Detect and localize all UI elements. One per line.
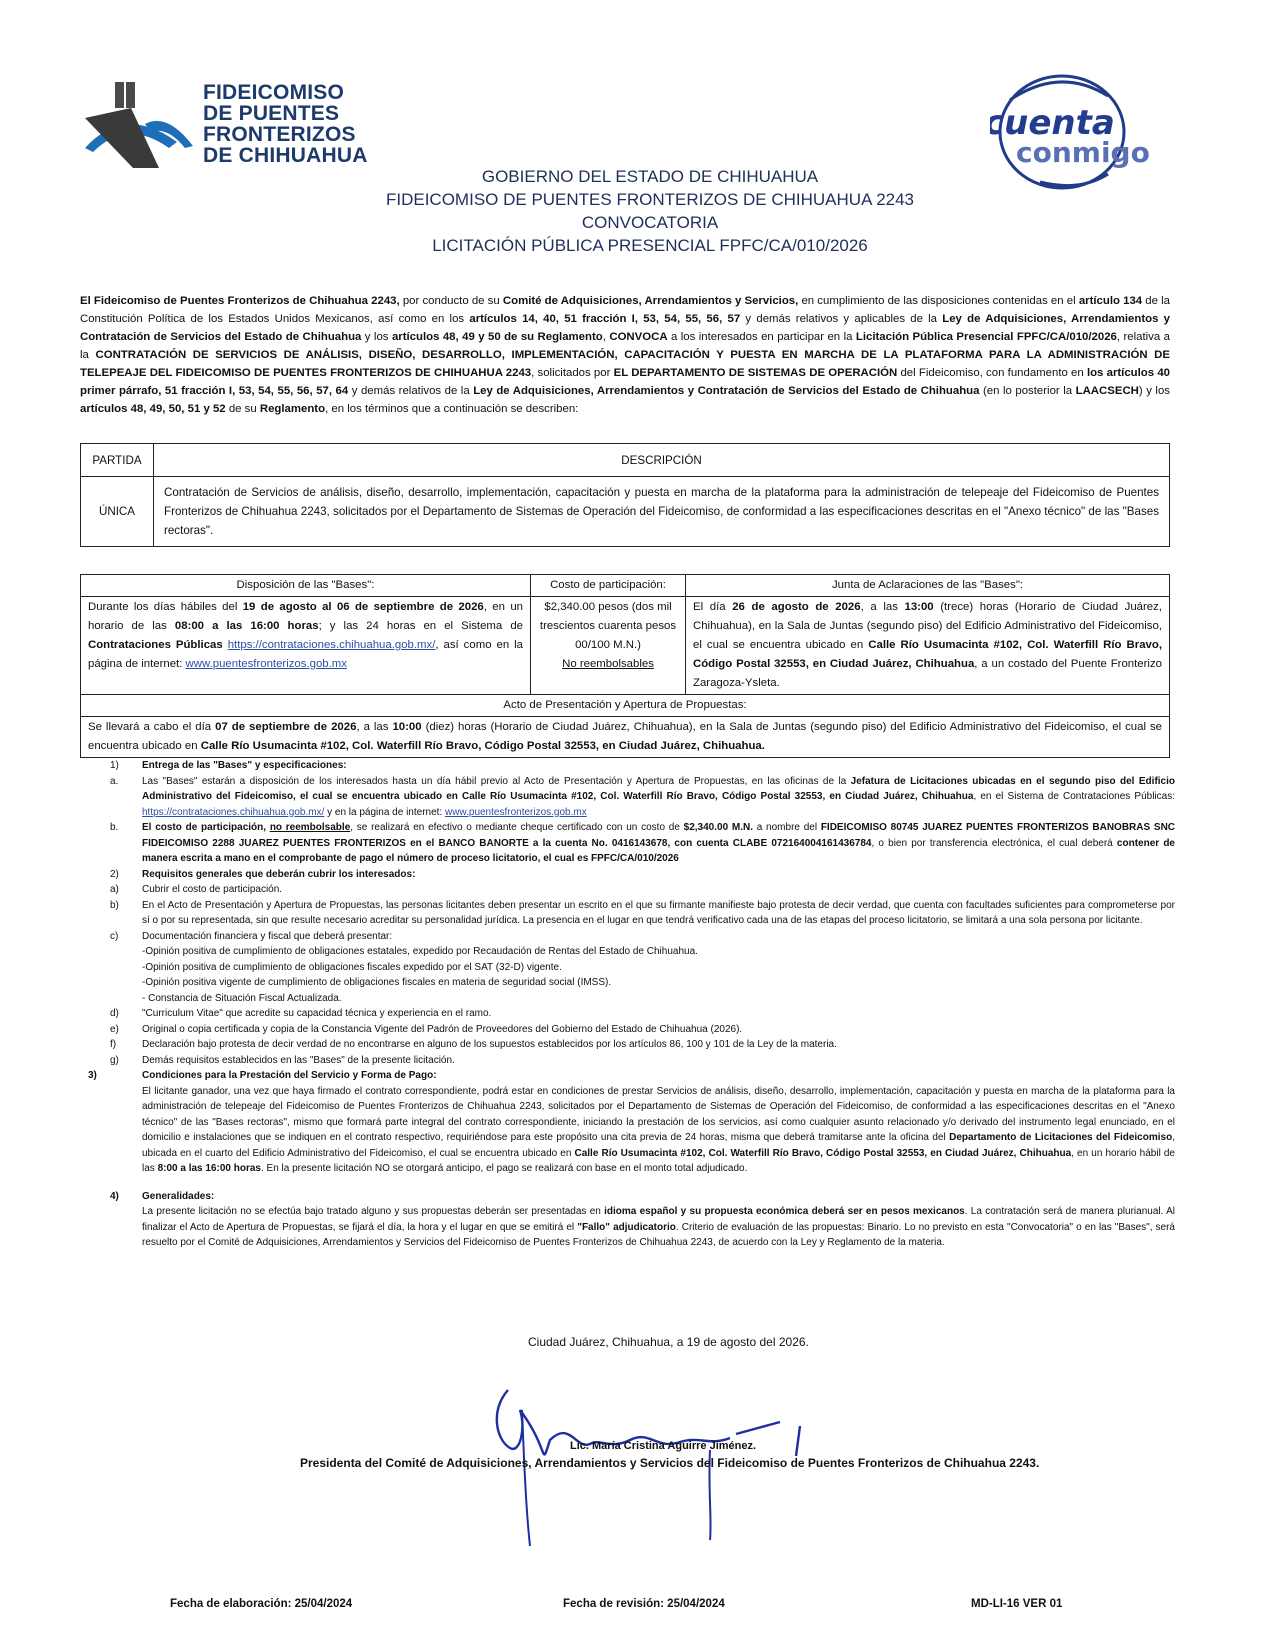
- list-item: [110, 1189, 1175, 1205]
- descripcion-header: DESCRIPCIÓN: [154, 444, 1170, 477]
- cell-text: Durante los días hábiles del: [88, 601, 243, 613]
- cell-text: Se llevará a cabo el día: [88, 721, 216, 733]
- text: Calle Río Usumacinta #102, Col. Waterfill Río Bravo, Código Postal 32553, en Ciudad Juárez, Chihuahua: [574, 1147, 1072, 1159]
- text: -Opinión positiva de cumplimiento de obligaciones estatales, expedido por Recaudación de Rentas del Estado de Chihuahua.: [142, 946, 698, 957]
- list-item: [110, 898, 1175, 929]
- text: Departamento de Licitaciones del Fideicomiso: [949, 1132, 1173, 1143]
- costo-cell: [531, 597, 686, 695]
- intro-seg: El Fideicomiso de Puentes Fronterizos de Chihuahua 2243,: [80, 295, 400, 307]
- text: a nombre del: [753, 822, 821, 833]
- cell-text: , así como en la página de internet:: [88, 639, 523, 670]
- intro-seg: de la Constitución Política de los Estados Unidos Mexicanos, así como en los: [80, 295, 1170, 325]
- partida-row: [81, 477, 1170, 547]
- no-reembolsables: No reembolsables: [562, 658, 654, 670]
- cell-text: Contrataciones Públicas: [88, 639, 223, 651]
- text: El licitante ganador, una vez que haya firmado el contrato correspondiente,: [142, 1085, 483, 1097]
- puentes-website-link[interactable]: www.puentesfronterizos.gob.mx: [444, 806, 587, 818]
- list-text: [142, 774, 1175, 821]
- logo-line-3: FRONTERIZOS: [203, 123, 356, 146]
- partida-table: [80, 443, 1170, 547]
- bases-table: [80, 574, 1170, 758]
- list-item: [110, 774, 1175, 821]
- acto-header: Acto de Presentación y Apertura de Propuestas:: [81, 695, 1170, 717]
- list-item: [88, 1068, 1175, 1084]
- text: y en la página de internet:: [324, 806, 445, 818]
- list-item: [110, 820, 1175, 867]
- intro-seg: artículos 48, 49, 50, 51 y 52: [80, 403, 226, 415]
- cell-text: 10:00: [392, 721, 422, 733]
- list-number: 1): [110, 760, 119, 771]
- intro-seg: y demás relativos de la: [348, 385, 474, 397]
- costo-amount: $2,340.00 pesos (dos mil trescientos cuarenta pesos 00/100 M.N.): [539, 601, 677, 651]
- list-number: d): [110, 1008, 119, 1019]
- list-item: [110, 758, 1175, 774]
- list-number: c): [110, 930, 119, 942]
- text: -Opinión positiva vigente de cumplimiento de obligaciones fiscales en materia de seguridad social (IMSS).: [142, 977, 612, 988]
- heading-convocatoria: CONVOCATORIA: [581, 213, 719, 232]
- intro-seg: Ley de Adquisiciones, Arrendamientos y Contratación de Servicios del Estado de Chihuahua: [473, 385, 980, 397]
- intro-seg: Reglamento: [259, 403, 326, 415]
- cell-text: , en un horario de las: [88, 601, 523, 632]
- intro-seg: Comité de Adquisiciones, Arrendamientos y Servicios,: [502, 295, 799, 307]
- text: idioma español y su propuesta económica deberá ser en pesos mexicanos: [604, 1206, 965, 1217]
- intro-seg: Ley de Adquisiciones, Arrendamientos y Contratación de Servicios del Estado de Chihuahua: [80, 313, 1170, 343]
- footer-revision: Fecha de revisión: 25/04/2024: [563, 1598, 725, 1610]
- descripcion-value: Contratación de Servicios de análisis, diseño, desarrollo, implementación, capacitación y puesta en marcha de la plataforma para la administración de telepeaje del Fideicomiso de Puentes Fronterizos de Chihuahua 2243, solicitados por el Departamento de Sistemas de Operación del Fideicomiso, de conformidad a las especificaciones descritas en el "Anexo técnico" de las "Bases rectoras".: [154, 477, 1170, 547]
- partida-header-row: [81, 444, 1170, 477]
- list-heading: Entrega de las "Bases" y especificaciones:: [142, 760, 347, 771]
- partida-value: ÚNICA: [81, 477, 154, 547]
- list-number: b.: [110, 822, 119, 833]
- cell-text: 13:00: [904, 601, 934, 613]
- junta-cell: [686, 597, 1170, 695]
- intro-seg: , en los términos que a continuación se describen:: [325, 403, 579, 415]
- disposicion-cell: [81, 597, 531, 695]
- text: - Constancia de Situación Fiscal Actualizada.: [142, 992, 342, 1004]
- text: podrá estar en condiciones de prestar Servicios de análisis, diseño, desarrollo, implementación, capacitación y puesta en marcha de la plataforma para la administración de telepeaje del Fideicomiso de Puentes Fronterizos de Chihuahua 2243, solicitados por el Departamento de Sistemas de Operación del Fideicomiso, de conformidad a las especificaciones descritas en el "Anexo técnico" de las "Bases rectoras", mismo que formará parte integral del contrato correspondiente, iniciando la prestación de los servicios, así como cualquier asunto relacionado y/o derivado del instrumento legal enunciado, en el domicilio e instalaciones que se indiquen en el contrato respectivo, requiriéndose para este propósito una cita previa de 24 horas, misma que deberá tramitarse ante la oficina del: [142, 1085, 1175, 1143]
- intro-seg: y demás relativos y aplicables de la: [740, 313, 943, 325]
- intro-seg: artículo 134: [1078, 295, 1143, 307]
- intro-seg: por conducto de su: [399, 295, 503, 307]
- text: , en un horario hábil de las: [142, 1147, 1175, 1174]
- cell-text: (trece) horas (Horario de Ciudad Juárez, Chihuahua), en la Sala de Juntas (segundo piso) del Edificio Administrativo del Fideicomiso, el cual se encuentra ubicado en: [693, 601, 1162, 651]
- cell-text: Calle Río Usumacinta #102, Col. Waterfill Río Bravo, Código Postal 32553, en Ciudad Juárez, Chihuahua.: [200, 740, 765, 752]
- cell-text: 26 de agosto de 2026: [732, 601, 861, 613]
- intro-seg: , relativa a la: [80, 331, 1170, 361]
- list-item: [110, 882, 1175, 898]
- list-number: 3): [88, 1070, 97, 1081]
- footer-document-code: MD-LI-16 VER 01: [971, 1598, 1063, 1610]
- list-number: a): [110, 884, 119, 895]
- intro-seg: , solicitados por: [531, 367, 614, 379]
- list-number: a.: [110, 775, 119, 787]
- contrataciones-link[interactable]: https://contrataciones.chihuahua.gob.mx/: [227, 639, 436, 651]
- cell-text: 07 de septiembre de 2026: [215, 721, 357, 733]
- cuenta-conmigo-logo: [990, 70, 1170, 200]
- disposicion-header: Disposición de las "Bases":: [81, 575, 531, 597]
- text: , se realizará en efectivo o mediante cheque certificado con un costo de: [350, 822, 684, 833]
- intro-seg: a los interesados en participar en la: [667, 331, 856, 343]
- list-number: f): [110, 1039, 117, 1050]
- list-text: [110, 1204, 1175, 1251]
- intro-seg: del Fideicomiso, con fundamento en: [897, 367, 1087, 379]
- list-number: 4): [110, 1190, 119, 1202]
- intro-seg: ) y los: [1138, 385, 1170, 397]
- list-text: "Curriculum Vitae" que acredite su capacidad técnica y experiencia en el ramo.: [142, 1008, 492, 1019]
- bases-header-row: [81, 575, 1170, 597]
- intro-seg: los artículos 40 primer párrafo, 51 fracción I, 53, 54, 55, 56, 57, 64: [80, 367, 1170, 397]
- cell-text: , a un costado del Puente Fronterizo Zaragoza-Ysleta.: [693, 658, 1162, 689]
- requirements-list: [88, 758, 1176, 1251]
- list-text: Declaración bajo protesta de decir verdad de no encontrarse en alguno de los supuestos establecidos por los artículos 86, 100 y 101 de la Ley de la materia.: [142, 1039, 837, 1050]
- cell-text: , a las: [356, 721, 393, 733]
- text: , en el Sistema de Contrataciones Públicas:: [973, 791, 1175, 802]
- heading-licitacion: LICITACIÓN PÚBLICA PRESENCIAL FPFC/CA/010/2026: [432, 236, 868, 255]
- text: no reembolsable: [269, 822, 351, 833]
- cell-text: (diez) horas (Horario de Ciudad Juárez, Chihuahua), en la Sala de Juntas (segundo piso) del Edificio Administrativo del Fideicomiso, el cual se encuentra ubicado en: [88, 721, 1163, 752]
- list-item: [110, 929, 1175, 1007]
- intro-seg: EL DEPARTAMENTO DE SISTEMAS DE OPERACIÓN: [613, 367, 898, 379]
- acto-row: [81, 717, 1170, 758]
- text: Las "Bases" estarán a disposición de los interesados hasta un día hábil previo al Acto de Presentación y Apertura de Propuestas, en las oficinas de la: [142, 775, 851, 787]
- cell-text: El día: [693, 601, 733, 613]
- logo-line-4: DE CHIHUAHUA: [203, 144, 368, 167]
- intro-paragraph: [80, 292, 1170, 418]
- text: , o bien por transferencia electrónica, el cual deberá: [871, 837, 1117, 849]
- cell-text: 08:00 a las 16:00 horas: [174, 620, 319, 632]
- partida-header: PARTIDA: [81, 444, 154, 477]
- intro-seg: CONTRATACIÓN DE SERVICIOS DE ANÁLISIS, DISEÑO, DESARROLLO, IMPLEMENTACIÓN, CAPACITACIÓN Y PUESTA EN MARCHA DE LA PLATAFORMA PARA LA ADMINISTRACIÓN DE TELEPEAJE DEL FIDEICOMISO DE PUENTES FRONTERIZOS DE CHIHUAHUA 2243: [80, 349, 1171, 379]
- list-text: [142, 820, 1175, 867]
- acto-cell: [81, 717, 1170, 758]
- text: Jefatura de Licitaciones ubicadas en el segundo piso del Edificio Administrativo del Fideicomiso, el cual se encuentra ubicado en Calle Río Usumacinta #102, Col. Waterfill Río Bravo, Código Postal 32553, en Ciudad Juárez, Chihuahua: [142, 775, 1175, 802]
- intro-seg: en cumplimiento de las disposiciones contenidas en el: [798, 295, 1079, 307]
- list-heading: Condiciones para la Prestación del Servicio y Forma de Pago:: [142, 1070, 437, 1081]
- list-number: b): [110, 899, 119, 911]
- list-number: e): [110, 1023, 119, 1035]
- intro-seg: Licitación Pública Presencial FPFC/CA/010/2026: [855, 331, 1117, 343]
- list-number: 2): [110, 868, 119, 880]
- logo-conmigo-text: conmigo: [1016, 136, 1150, 169]
- list-text: En el Acto de Presentación y Apertura de Propuestas, las personas licitantes deben presentar un escrito en el que su firmante manifieste bajo protesta de decir verdad, que cuenta con facultades suficientes para comprometerse por sí o por su representada, sin que resulte necesario acreditar su personalidad jurídica. La presencia en el lugar en que tendrá verificativo cada una de las etapas del proceso licitatorio, se limitará a una sola persona por licitante.: [142, 899, 1175, 926]
- logo-cuenta-text: cuenta: [990, 103, 1115, 143]
- bridge-logo-icon: [85, 82, 197, 172]
- cell-text: , a las: [860, 601, 905, 613]
- contrataciones-link[interactable]: https://contrataciones.chihuahua.gob.mx/: [142, 806, 325, 818]
- fideicomiso-logo: [85, 82, 375, 172]
- list-item: [110, 1022, 1175, 1038]
- text: "Fallo" adjudicatorio: [577, 1221, 676, 1233]
- logo-line-1: FIDEICOMISO: [203, 81, 345, 104]
- list-text: [110, 1084, 1175, 1177]
- text: Documentación financiera y fiscal que deberá presentar:: [142, 930, 393, 942]
- bases-content-row: [81, 597, 1170, 695]
- acto-header-row: [81, 695, 1170, 717]
- text: . Criterio de evaluación de las propuestas: Binario. Lo no previsto en esta "Convocatoria" o en las "Bases", será resuelto por el Comité de Adquisiciones, Arrendamientos y Servicios del Fideicomiso de Puentes Fronterizos de Chihuahua 2243, de acuerdo con la Ley y Reglamento de la materia.: [142, 1221, 1175, 1248]
- list-heading: Generalidades:: [142, 1190, 215, 1202]
- cell-text: ; y las 24 horas en el Sistema de: [318, 620, 523, 632]
- list-text: [142, 929, 1175, 1007]
- text: contener de manera escrita a mano en el comprobante de pago el número de proceso licitatorio, el cual es FPFC/CA/010/2026: [142, 837, 1175, 864]
- logo-line-2: DE PUENTES: [203, 102, 340, 125]
- list-text: Demás requisitos establecidos en las "Bases" de la presente licitación.: [142, 1054, 455, 1066]
- text: FIDEICOMISO 80745 JUAREZ PUENTES FRONTERIZOS BANOBRAS SNC FIDEICOMISO 2288 JUAREZ PUENTES FRONTERIZOS en el BANCO BANORTE a la cuenta No. 0416143678, con cuenta CLABE 072164004161436784: [142, 822, 1176, 849]
- text: -Opinión positiva de cumplimiento de obligaciones fiscales expedido por el SAT (32-D) vigente.: [142, 961, 562, 973]
- intro-seg: artículos 48, 49 y 50 de su Reglamento: [391, 331, 603, 343]
- list-item: [110, 1037, 1175, 1053]
- footer-elaboracion: Fecha de elaboración: 25/04/2024: [170, 1598, 353, 1610]
- text: 8:00 a las 16:00 horas: [157, 1163, 261, 1174]
- text: . En la presente licitación NO se otorgará anticipo, el pago se realizará con base en el monto total adjudicado.: [260, 1163, 748, 1174]
- text: $2,340.00 M.N.: [683, 822, 753, 833]
- list-text: Cubrir el costo de participación.: [142, 884, 283, 895]
- text: El costo de participación,: [142, 822, 270, 833]
- list-text: Original o copia certificada y copia de la Constancia Vigente del Padrón de Proveedores del Gobierno del Estado de Chihuahua (2026).: [142, 1023, 743, 1035]
- heading-fideicomiso: FIDEICOMISO DE PUENTES FRONTERIZOS DE CHIHUAHUA 2243: [385, 190, 915, 209]
- cell-text: 19 de agosto al 06 de septiembre de 2026: [242, 601, 484, 613]
- list-heading: Requisitos generales que deberán cubrir los interesados:: [142, 868, 416, 880]
- intro-seg: (en lo posterior la: [979, 385, 1076, 397]
- place-date: Ciudad Juárez, Chihuahua, a 19 de agosto del 2026.: [528, 1335, 809, 1349]
- text: La presente licitación no se efectúa bajo tratado alguno y sus propuestas deberán ser presentadas en: [142, 1206, 605, 1217]
- intro-seg: CONVOCA: [609, 331, 668, 343]
- heading-government: GOBIERNO DEL ESTADO DE CHIHUAHUA: [481, 167, 819, 186]
- intro-seg: artículos 14, 40, 51 fracción I, 53, 54, 55, 56, 57: [469, 313, 741, 325]
- list-item: [110, 1006, 1175, 1022]
- text: . La contratación será de manera plurianual. Al finalizar el Acto de Apertura de Propuestas, se fijará el día, la hora y el lugar en que se emitirá el: [142, 1206, 1176, 1233]
- list-number: g): [110, 1054, 119, 1066]
- costo-header: Costo de participación:: [531, 575, 686, 597]
- cell-text: Calle Río Usumacinta #102, Col. Waterfill Río Bravo, Código Postal 32553, en Ciudad Juárez, Chihuahua: [693, 639, 1163, 670]
- intro-seg: y los: [361, 331, 392, 343]
- document-heading: [380, 165, 920, 257]
- list-item: [110, 867, 1175, 883]
- junta-header: Junta de Aclaraciones de las "Bases":: [686, 575, 1170, 597]
- intro-seg: de su: [225, 403, 260, 415]
- cuenta-conmigo-emblem-icon: [990, 70, 1170, 200]
- text: , ubicada en el cuarto del Edificio Administrativo del Fideicomiso, el cual se encuentra ubicado en: [142, 1132, 1175, 1159]
- signer-role: Presidenta del Comité de Adquisiciones, Arrendamientos y Servicios del Fideicomiso de Puentes Fronterizos de Chihuahua 2243.: [300, 1456, 1040, 1470]
- puentes-website-link[interactable]: www.puentesfronterizos.gob.mx: [185, 658, 347, 670]
- intro-seg: LAACSECH: [1075, 385, 1139, 397]
- intro-seg: ,: [602, 331, 610, 343]
- list-item: [110, 1053, 1175, 1069]
- signer-name: Lic. María Cristina Aguirre Jiménez.: [570, 1440, 757, 1452]
